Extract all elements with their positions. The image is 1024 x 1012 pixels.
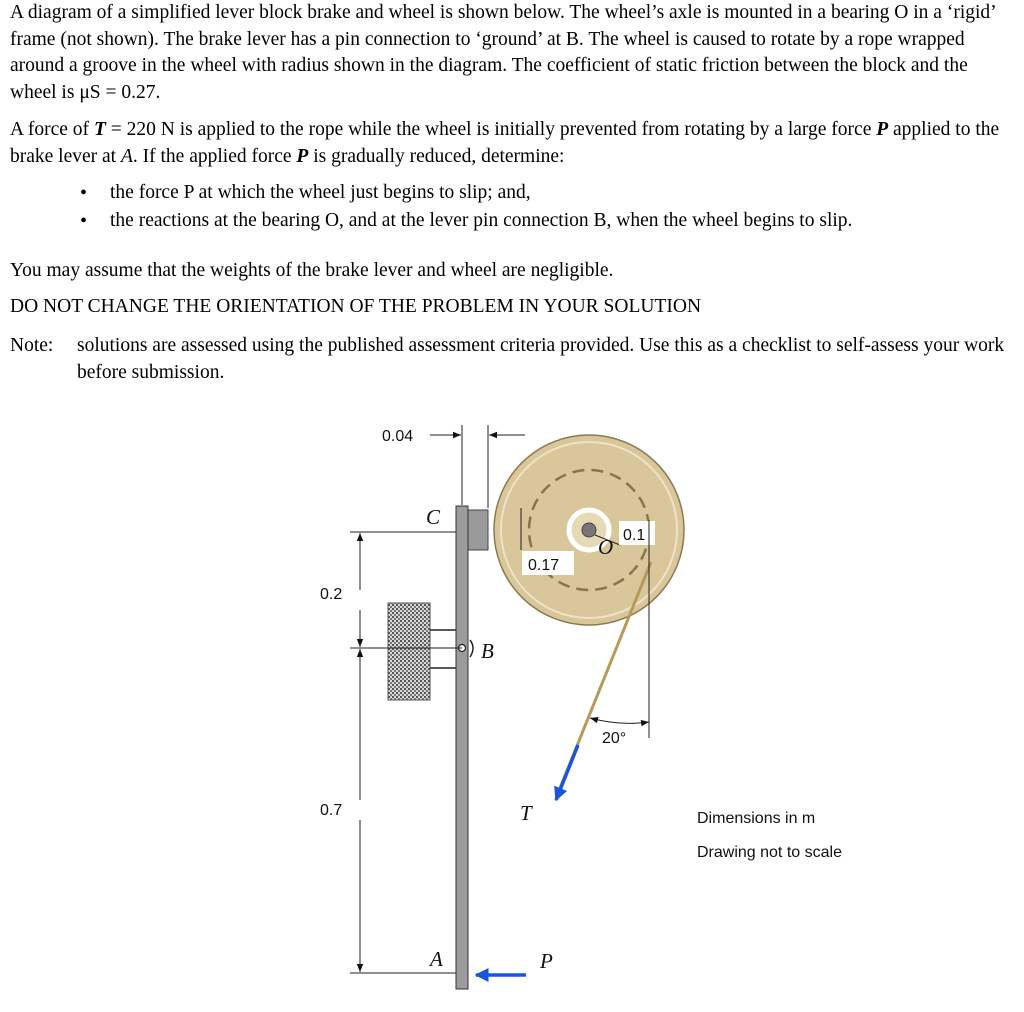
- p2-var-P2: P: [296, 145, 309, 167]
- p2-var-A: A: [120, 145, 133, 167]
- brake-lever: [456, 506, 468, 989]
- note-body: solutions are assessed using the published assessment criteria provided. Use this as a checklist to self-assess your work before submission.: [77, 335, 1005, 383]
- p2-text-a: A force of: [10, 119, 94, 140]
- label-O: O: [598, 535, 614, 559]
- pin-B-arc: [470, 640, 473, 657]
- note-dimensions: Dimensions in m: [697, 810, 816, 827]
- ground-support: [388, 603, 430, 700]
- label-P: P: [540, 949, 553, 973]
- p2-text-e: is gradually reduced, determine:: [308, 145, 565, 167]
- dim-label-017: 0.17: [528, 557, 560, 574]
- task-item-reactions: • the reactions at the bearing O, and at the lever pin connection B, when the wheel begins to slip.: [80, 207, 852, 235]
- p2-text-c: applied to the brake lever at: [10, 119, 1000, 167]
- p2-text-d: . If the applied force: [132, 145, 297, 167]
- note-label: Note:: [10, 335, 54, 356]
- label-B: B: [481, 639, 494, 663]
- problem-intro: A diagram of a simplified lever block brake and wheel is shown below. The wheel’s axle is mounted in a bearing O in a ‘rigid’ frame (not shown). The brake lever has a pin connection to ‘ground’ at B. The wheel is caused to rotate by a rope wrapped around a groove in the wheel with radius shown in the diagram. The coefficient of static friction between the block and the wheel is μS = 0.27.: [10, 2, 996, 103]
- dim-label-07: 0.7: [320, 802, 343, 819]
- assumption-text: You may assume that the weights of the brake lever and wheel are negligible.: [10, 260, 614, 281]
- dim-label-004: 0.04: [382, 428, 414, 445]
- angle-label: 20°: [602, 730, 627, 747]
- note-scale: Drawing not to scale: [697, 844, 842, 861]
- p2-text-b: = 220 N is applied to the rope while the wheel is initially prevented from rotating by a large force: [105, 119, 877, 140]
- tension-arrow-T: [556, 745, 578, 800]
- orientation-warning: DO NOT CHANGE THE ORIENTATION OF THE PROBLEM IN YOUR SOLUTION: [10, 296, 702, 317]
- label-T: T: [520, 801, 532, 825]
- dim-label-02: 0.2: [320, 586, 343, 603]
- brake-block: [466, 510, 488, 550]
- label-A: A: [430, 947, 443, 971]
- p2-var-P: P: [876, 119, 889, 140]
- label-C: C: [426, 505, 441, 529]
- p2-var-T: T: [93, 119, 106, 140]
- dim-label-01: 0.1: [623, 527, 646, 544]
- wheel: [494, 435, 684, 625]
- task-item-force: • the force P at which the wheel just begins to slip; and,: [80, 179, 852, 207]
- angle-arc: [590, 718, 649, 723]
